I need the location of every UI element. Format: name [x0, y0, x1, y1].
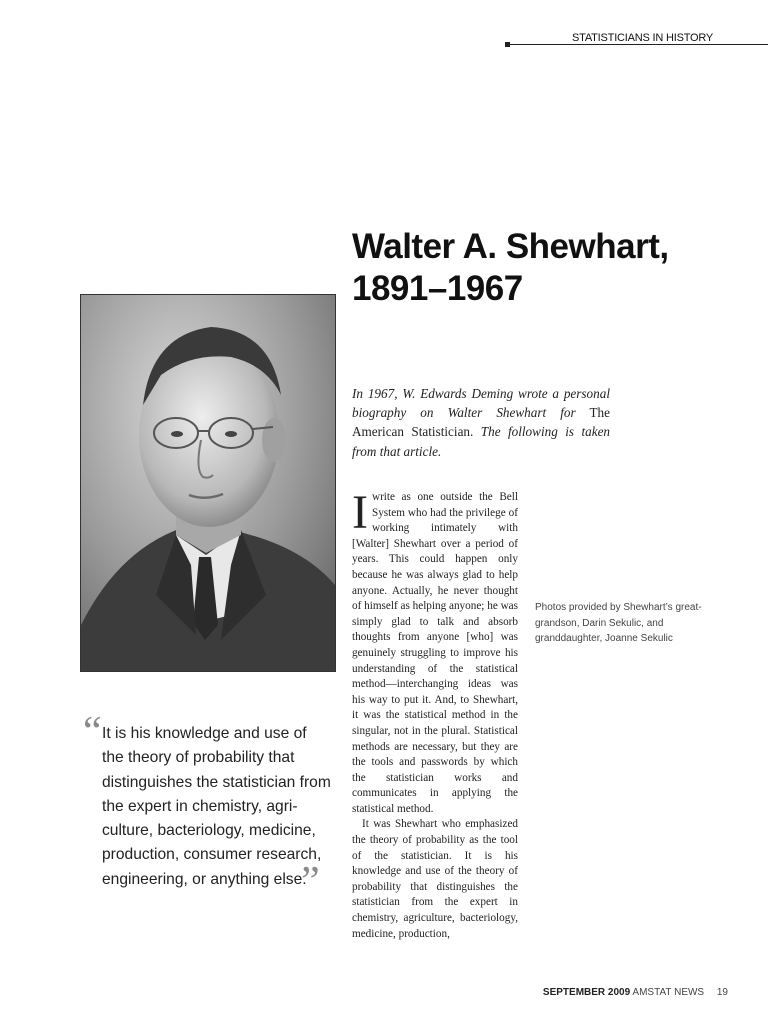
body-paragraph-1: [352, 486, 518, 817]
pull-quote-line: culture, bacteriology, medicine,: [102, 822, 316, 840]
drop-cap: I: [352, 486, 368, 539]
header-rule: [508, 44, 768, 45]
pull-quote: [84, 722, 334, 892]
body-paragraph-2: It was Shewhart who emphasized the theory of probability as the tool of the statistician. It is his knowledge and use of the theory of probability that distinguishes the statistician from the expert in chemistry, agriculture, bacteriology, medicine, production,: [352, 818, 518, 940]
title-line-1: Walter A. Shewhart,: [352, 227, 669, 266]
body-text-1: write as one outside the Bell System who had the privilege of working intimately with [Walter] Shewhart over a period of years. This could happen only because he was always glad to help anyone. Actually, he never thought of himself as helping anyone; he was simply glad to talk and absorb thoughts from anyone [who] was genuinely struggling to improve his understanding of the statistical method—interchanging ideas was his way to put it. And, to Shewhart, it was the statistical method in the singular, not in the plural. Statistical methods are necessary, but they are the tools and passwords by which the statistician works and communicates in applying the statistical method.: [352, 491, 518, 815]
page-number: 19: [716, 987, 728, 998]
close-quote-mark: ”: [301, 859, 320, 905]
article-body: [352, 486, 518, 942]
pull-quote-line: distinguishes the statistician from: [102, 773, 331, 791]
section-label: STATISTICIANS IN HISTORY: [572, 32, 714, 44]
issue-date: SEPTEMBER 2009: [542, 987, 631, 998]
open-quote-mark: “: [83, 709, 102, 755]
pull-quote-line: the theory of probability that: [102, 749, 295, 767]
portrait-image: [81, 295, 335, 671]
article-title: [352, 226, 752, 310]
page-footer: [543, 987, 728, 998]
journal-name: The American Statistician.: [352, 405, 611, 440]
intro-text-2: The following is taken from that article.: [352, 424, 611, 459]
pull-quote-line: It is his knowledge and use of: [102, 725, 307, 742]
intro-paragraph: [352, 384, 610, 461]
photo-caption: Photos provided by Shewhart’s great-grandson, Darin Sekulic, and granddaughter, Joanne Sekulic: [535, 602, 702, 644]
magazine-name: AMSTAT NEWS: [632, 987, 705, 998]
portrait-photo: [80, 294, 336, 672]
pull-quote-line: the expert in chemistry, agri-: [102, 797, 298, 815]
pull-quote-line: production, consumer research,: [102, 846, 322, 864]
intro-text-1: In 1967, W. Edwards Deming wrote a personal biography on Walter Shewhart for: [352, 386, 610, 421]
pull-quote-line: engineering, or anything else.: [102, 870, 307, 888]
title-line-2: 1891–1967: [352, 269, 523, 308]
